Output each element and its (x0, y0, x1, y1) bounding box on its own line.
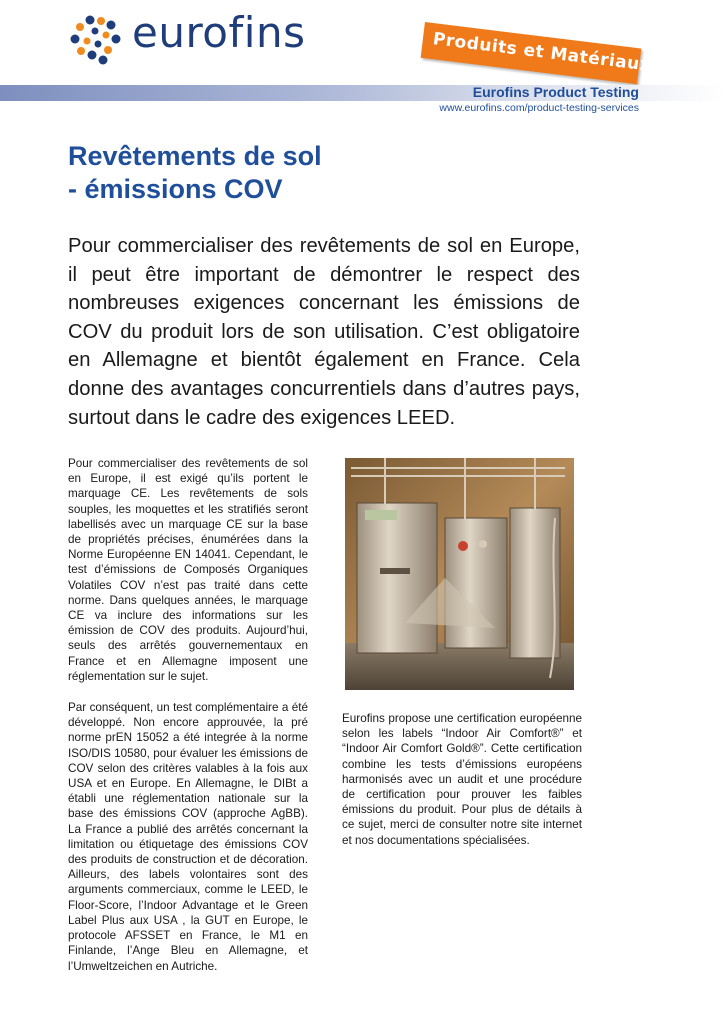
eurofins-logo-dots-icon (68, 14, 128, 66)
eurofins-logo (68, 8, 308, 66)
body-paragraph-1: Pour commercialiser des revêtements de sol en Europe, il est exigé qu’ils portent le marquage CE. Les revêtements de sols souples, les moquettes et les stratifiés seront labellisés avec un marquage CE sur la base de propriétés précises, énumérées dans la Norme Européenne EN 14041. Cependant, le test d’émissions de Composés Organiques Volatiles COV n’est pas traité dans cette norme. Dans quelques années, le marquage CE va inclure des informations sur les émission de COV des produits. Aujourd’hui, seuls des arrêtés gouvernementaux en France et en Allemagne imposent une réglementation sur le sujet. (68, 457, 308, 683)
page-title-line-1: Revêtements de sol (68, 141, 322, 171)
test-chamber-photo (345, 458, 574, 690)
logo-wordmark: eurofins (132, 8, 306, 57)
category-tag (421, 22, 653, 84)
brand-title: Eurofins Product Testing (472, 84, 639, 100)
category-tag-label: Produits et Matériaux (431, 29, 653, 76)
body-paragraph-2: Par conséquent, un test complémentaire a été développé. Non encore approuvée, la pré norme prEN 15052 a été integrée à la norme ISO/DIS 10580, pour évaluer les émissions de COV selon des critères valables à la fois aux USA et en Europe. En Allemagne, le DIBt a établi une réglementation nationale sur la base des émissions COV (approche AgBB). La France a publié des arrêtés concernant la limitation ou étiquetage des émissions COV des produits de construction et de décoration. Ailleurs, des labels volontaires sont des arguments commerciaux, comme le LEED, le Floor-Score, l’Indoor Advantage et le Green Label Plus aux USA , la GUT en Europe, le protocole AFSSET en France, le M1 en Finlande, l’Ange Bleu en Allemagne, et l’Umweltzeichen en Autriche. (68, 701, 308, 973)
lead-paragraph: Pour commercialiser des revêtements de sol en Europe, il peut être important de démontrer le respect des nombreuses exigences concernant les émissions de COV du produit lors de son utilisation. C’est obligatoire en Allemagne et bientôt également en France. Cela donne des avantages concurrentiels dans d’autres pays, surtout dans le cadre des exigences LEED. (68, 235, 580, 429)
photo-caption: Eurofins propose une certification européenne selon les labels “Indoor Air Comfort®” et “Indoor Air Comfort Gold®”. Cette certification combine les tests d’émissions européens harmonisés avec un audit et une procédure de certification pour prouver les faibles émissions du produit. Pour plus de détails à ce sujet, merci de consulter notre site internet et nos documentations spécialisées. (342, 712, 582, 847)
brand-url: www.eurofins.com/product-testing-services (439, 102, 639, 114)
page-title-line-2: - émissions COV (68, 174, 283, 204)
page-title (68, 140, 488, 206)
body-column (68, 456, 308, 990)
